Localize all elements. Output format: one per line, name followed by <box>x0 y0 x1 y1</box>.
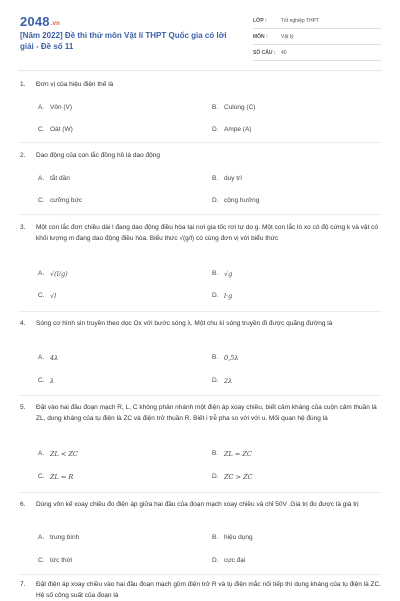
option-text: cưỡng bức <box>50 197 83 204</box>
option-d[interactable] <box>212 556 245 566</box>
option-formula: ZL < ZC <box>50 450 78 458</box>
option-text: Oát (W) <box>50 126 73 133</box>
option-c[interactable] <box>38 472 73 482</box>
option-label: A. <box>38 534 45 541</box>
option-formula: l·g <box>224 292 233 300</box>
exam-title: [Năm 2022] Đề thi thử môn Vật lí THPT Quốc gia có lời giải - Đề số 11 <box>20 31 227 51</box>
option-c[interactable] <box>38 196 82 206</box>
option-text: Ampe (A) <box>224 126 252 133</box>
option-d[interactable] <box>212 125 251 135</box>
question-divider <box>18 311 382 312</box>
option-text: tắt dần <box>50 175 70 182</box>
question-number: 4. <box>20 320 26 327</box>
option-text: 4λ <box>50 354 59 362</box>
option-label: A. <box>38 354 45 361</box>
option-label: A. <box>38 450 45 457</box>
question-text: Sóng cơ hình sin truyền theo dọc Ox với bước sóng λ. Một chu kì sóng truyền đi được quãng đường là <box>36 320 333 327</box>
option-label: D. <box>212 197 219 204</box>
option-label: B. <box>212 175 219 182</box>
question-stem <box>20 500 382 511</box>
meta-key: LỚP : <box>253 17 267 24</box>
question-stem <box>20 580 382 601</box>
option-label: B. <box>212 270 219 277</box>
option-d[interactable] <box>212 376 232 386</box>
meta-row-class <box>253 13 381 29</box>
option-c[interactable] <box>38 376 54 386</box>
question-stem <box>20 80 382 91</box>
question-stem <box>20 319 382 330</box>
option-a[interactable] <box>38 174 70 184</box>
option-label: C. <box>38 473 45 480</box>
question-3 <box>20 223 382 244</box>
option-formula: ZL = ZC <box>224 450 252 458</box>
option-text: Vôn (V) <box>50 104 73 111</box>
option-label: B. <box>212 104 219 111</box>
option-label: B. <box>212 534 219 541</box>
header-divider <box>18 70 382 71</box>
question-text: Một con lắc đơn chiều dài l đang dao động điều hòa tại nơi gia tốc rơi tự do g. Một con lắc lò xo có độ cứng k và vật có khối lượng m đang dao động điều hòa. Biểu thức √(g/l) có cùng đơn vị với biểu thức <box>36 224 378 242</box>
question-divider <box>18 214 382 215</box>
option-b[interactable] <box>212 353 238 363</box>
question-text: Đặt vào hai đầu đoạn mạch R, L, C không phân nhánh một điện áp xoay chiều, biết cảm kháng của cuộn cảm thuần là ZL, dung kháng của tụ điện là ZC và điện trở thuần R. Biết i trễ pha so với với u. Mối quan hệ đúng là <box>36 404 377 422</box>
option-a[interactable] <box>38 533 79 543</box>
option-text: Culong (C) <box>224 104 256 111</box>
question-7 <box>20 580 382 601</box>
question-1 <box>20 80 382 91</box>
option-text: hiệu dụng <box>224 534 253 541</box>
option-label: D. <box>212 473 219 480</box>
option-d[interactable] <box>212 196 259 206</box>
meta-key: MÔN : <box>253 33 268 40</box>
option-b[interactable] <box>212 174 242 184</box>
option-a[interactable] <box>38 353 58 363</box>
site-logo[interactable] <box>20 14 60 29</box>
option-text: duy trì <box>224 175 243 182</box>
option-c[interactable] <box>38 556 72 566</box>
option-label: C. <box>38 126 45 133</box>
option-label: A. <box>38 175 45 182</box>
question-number: 2. <box>20 152 26 159</box>
question-number: 7. <box>20 581 26 588</box>
option-b[interactable] <box>212 533 253 543</box>
option-d[interactable] <box>212 472 253 482</box>
meta-value: Tốt nghiệp THPT <box>281 17 319 24</box>
question-4 <box>20 319 382 330</box>
question-divider <box>18 142 382 143</box>
question-number: 5. <box>20 404 26 411</box>
question-5 <box>20 403 382 424</box>
option-label: C. <box>38 557 45 564</box>
option-label: D. <box>212 126 219 133</box>
meta-value: Vật lý <box>281 33 294 40</box>
option-c[interactable] <box>38 291 56 301</box>
question-text: Đặt điện áp xoay chiều vào hai đầu đoạn mạch gồm điện trở R và tụ điện mắc nối tiếp thì dung kháng của tụ điện là ZC. Hệ số công suất của đoạn là <box>36 581 382 599</box>
option-formula: √l <box>50 292 57 300</box>
meta-key: SỐ CÂU : <box>253 49 276 56</box>
option-label: D. <box>212 377 219 384</box>
question-stem <box>20 403 382 424</box>
option-formula: √g <box>224 270 233 278</box>
option-text: λ <box>50 377 55 385</box>
question-text: Dùng vôn kế xoay chiều đo điện áp giữa hai đầu của đoạn mạch xoay chiều và chỉ 50V .Giá trị đo được là giá trị <box>36 501 359 508</box>
option-formula: ZC > ZC <box>224 473 253 481</box>
logo-suffix: .vn <box>50 21 61 27</box>
option-a[interactable] <box>38 449 78 459</box>
question-text: Đơn vị của hiệu điện thế là <box>36 81 114 88</box>
question-divider <box>18 574 382 575</box>
option-text: trung bình <box>50 534 80 541</box>
option-label: C. <box>38 292 45 299</box>
option-b[interactable] <box>212 269 232 279</box>
meta-value: 40 <box>281 49 287 56</box>
option-text: cực đại <box>224 557 246 564</box>
meta-row-count <box>253 45 381 61</box>
option-a[interactable] <box>38 269 68 279</box>
option-a[interactable] <box>38 103 72 113</box>
option-text: cộng hưởng <box>224 197 260 204</box>
question-text: Dao động của con lắc đồng hồ là dao động <box>36 152 160 159</box>
meta-row-subject <box>253 29 381 45</box>
logo-text: 2048 <box>20 14 50 29</box>
question-number: 1. <box>20 81 26 88</box>
question-number: 3. <box>20 224 26 231</box>
option-c[interactable] <box>38 125 73 135</box>
option-text: 0,5λ <box>224 354 239 362</box>
option-label: C. <box>38 197 45 204</box>
option-label: B. <box>212 354 219 361</box>
question-stem <box>20 223 382 244</box>
question-stem <box>20 151 382 162</box>
option-label: A. <box>38 104 45 111</box>
exam-meta-table <box>253 13 381 61</box>
option-label: A. <box>38 270 45 277</box>
option-label: C. <box>38 377 45 384</box>
question-divider <box>18 395 382 396</box>
option-text: 2λ <box>224 377 233 385</box>
option-formula: √(l/g) <box>50 270 68 278</box>
option-formula: ZL = R <box>50 473 74 481</box>
option-text: tức thời <box>50 557 73 564</box>
option-label: D. <box>212 292 219 299</box>
question-2 <box>20 151 382 162</box>
option-label: B. <box>212 450 219 457</box>
option-d[interactable] <box>212 291 232 301</box>
option-b[interactable] <box>212 449 252 459</box>
question-divider <box>18 492 382 493</box>
header <box>0 0 400 62</box>
option-b[interactable] <box>212 103 255 113</box>
question-6 <box>20 500 382 511</box>
option-label: D. <box>212 557 219 564</box>
question-number: 6. <box>20 501 26 508</box>
